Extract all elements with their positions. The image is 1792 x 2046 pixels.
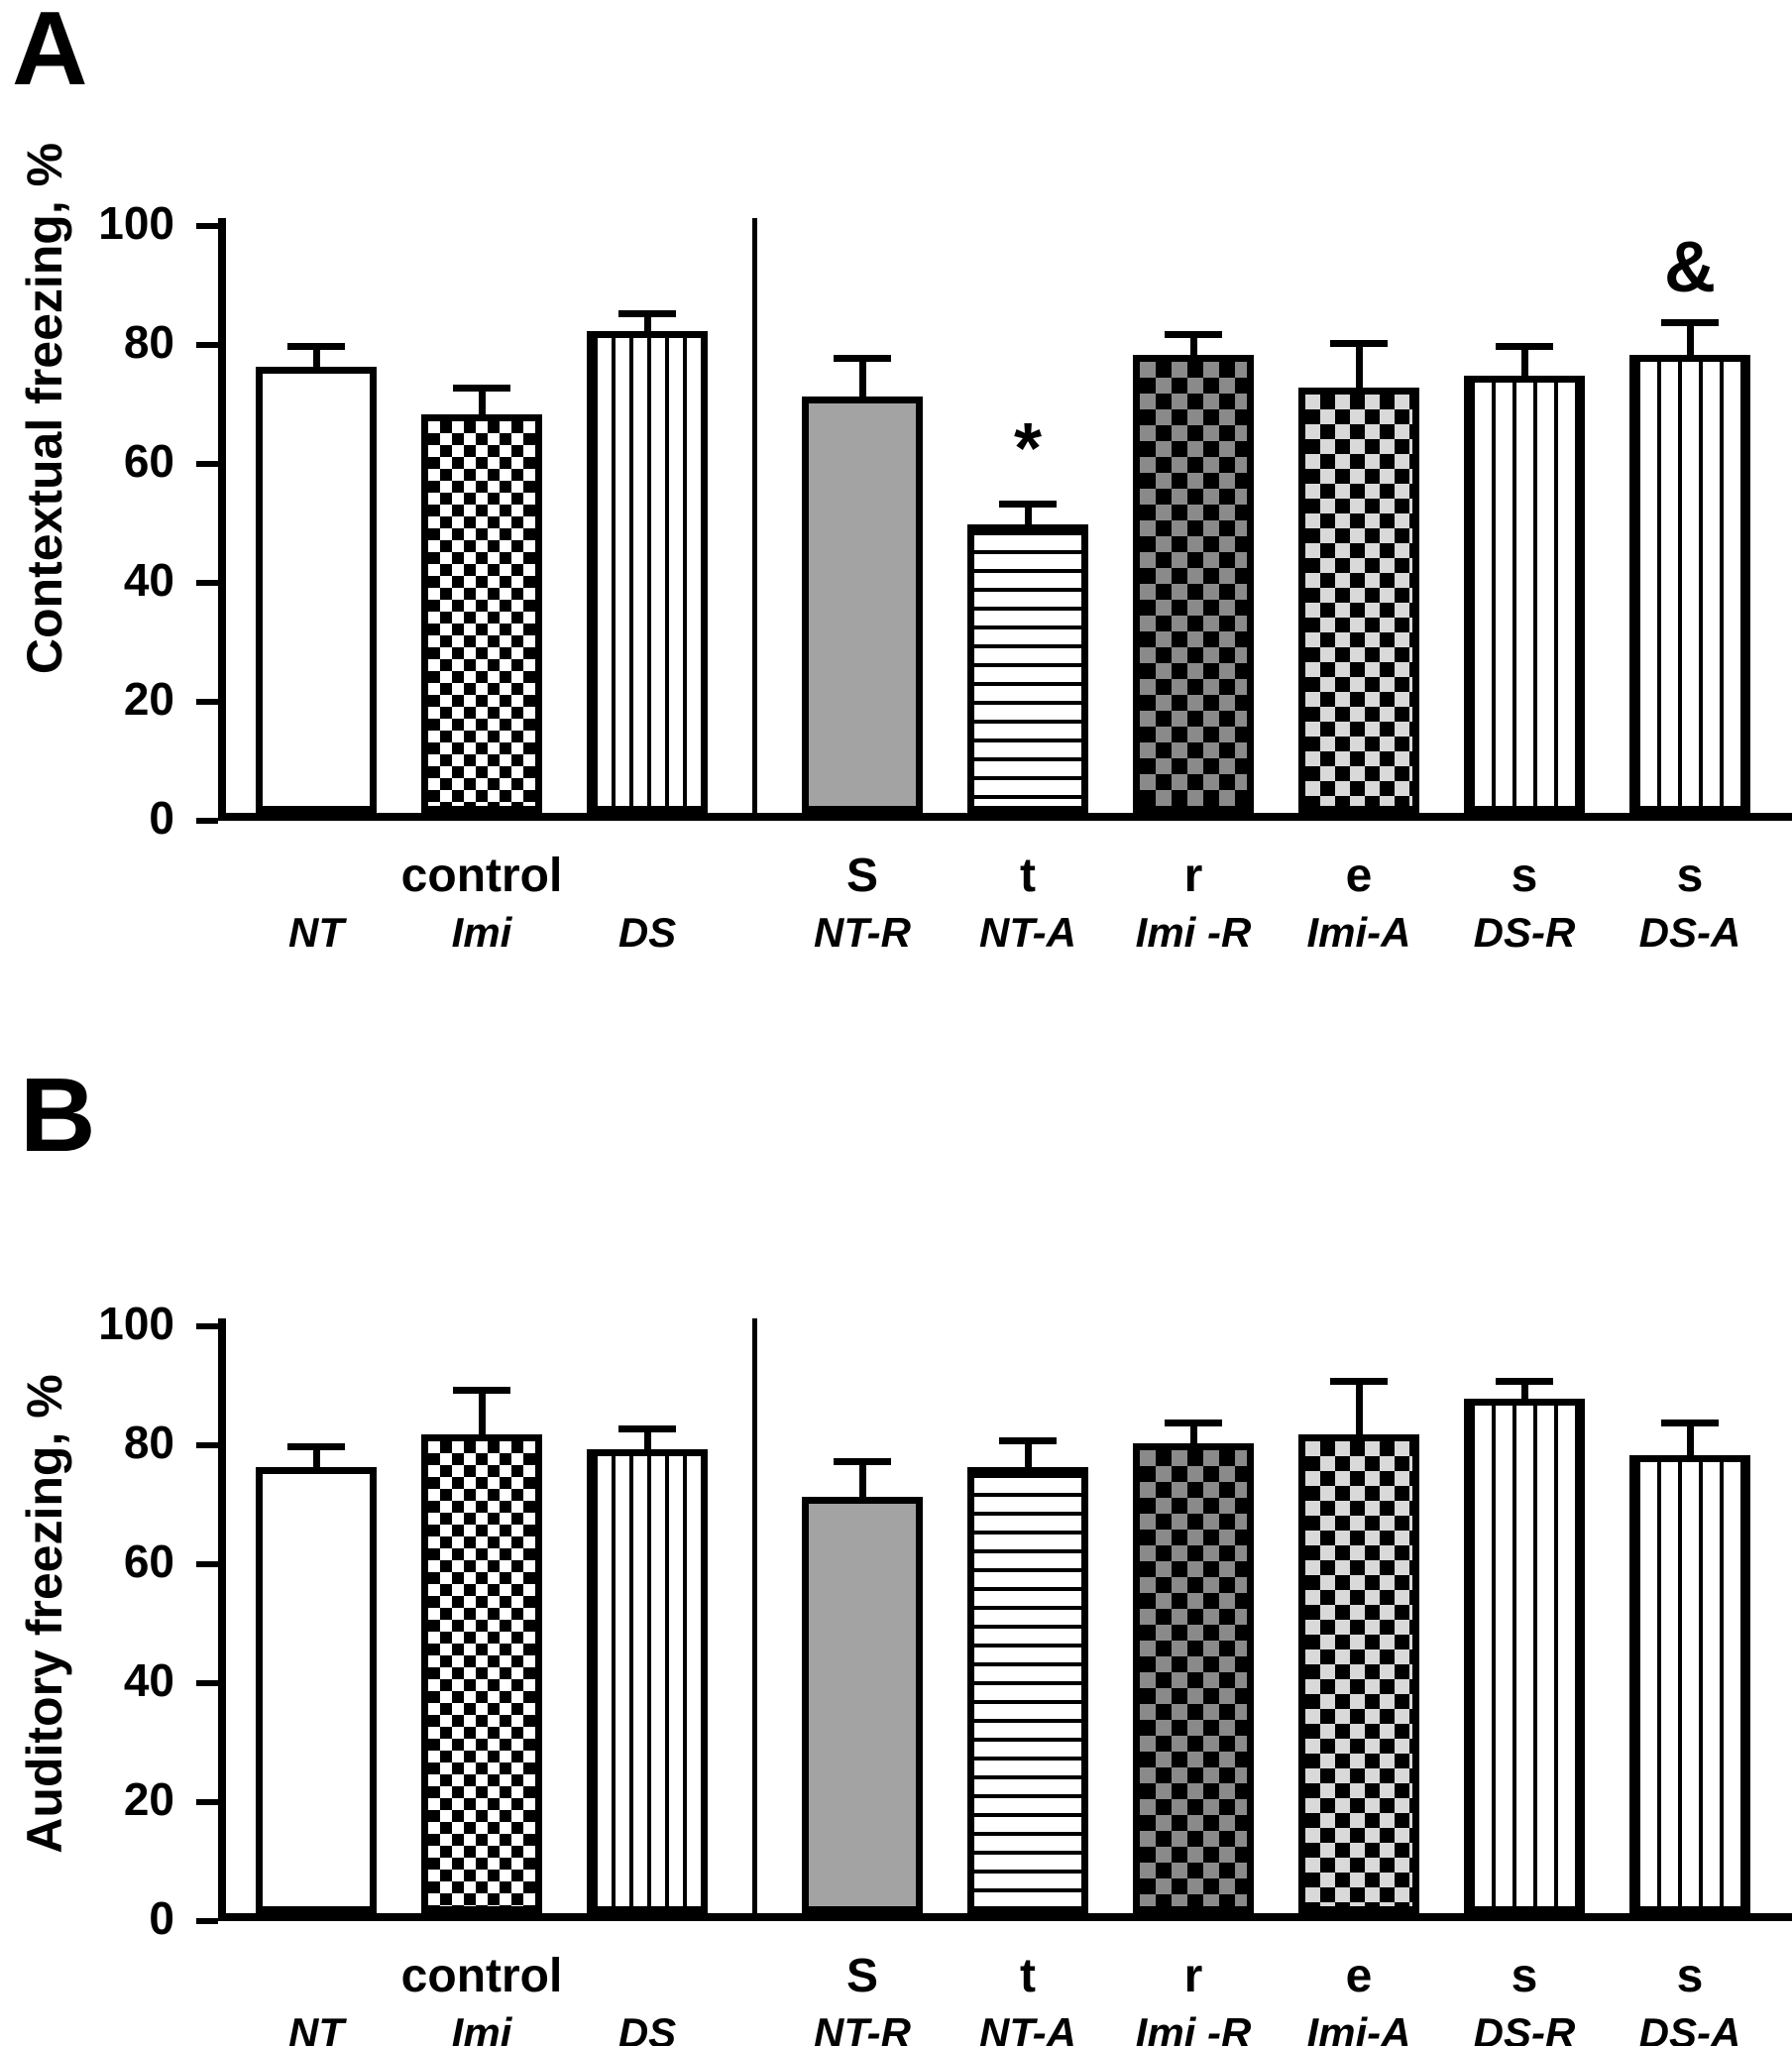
chart-b [40, 1298, 1792, 2046]
group-separator-line [752, 1318, 757, 1913]
y-tick-mark [196, 1561, 218, 1567]
group-separator-line [752, 218, 757, 813]
error-bar-stem [1356, 1378, 1363, 1442]
y-tick-mark [196, 461, 218, 467]
group-label: s [1676, 1950, 1704, 2002]
y-tick-label: 20 [123, 1773, 174, 1825]
bar-group-DS-A [1629, 218, 1750, 956]
y-tick-label: 40 [123, 554, 174, 606]
bar-group-Imi-A [1298, 1318, 1419, 2046]
bar-Imi-A [1298, 1434, 1419, 1913]
bar-group-NT [256, 218, 377, 956]
bar-DS-A [1629, 1455, 1750, 1913]
y-tick-label: 100 [98, 197, 174, 249]
bar-group-DS [587, 1318, 708, 2046]
group-label: S [845, 850, 879, 902]
y-tick-mark [196, 342, 218, 348]
group-label: control [400, 850, 563, 902]
y-tick-mark [196, 223, 218, 229]
y-tick-label: 80 [123, 316, 174, 368]
bar-Imi-A [1298, 388, 1419, 813]
bar-label: Imi -R [1135, 909, 1252, 956]
bar-group-DS-R [1464, 218, 1585, 956]
bar-DS-R [1464, 1399, 1585, 1913]
group-label: s [1511, 850, 1538, 902]
significance-marker: * [1013, 409, 1043, 490]
bar-label: NT [288, 909, 344, 956]
error-bar [1330, 1378, 1388, 1434]
error-bar [618, 1425, 676, 1449]
y-tick-mark [196, 1680, 218, 1686]
bar-label: Imi [451, 2009, 512, 2046]
bar-label: NT-A [979, 909, 1076, 956]
bar-label: DS-A [1638, 909, 1741, 956]
group-label: e [1345, 1950, 1373, 2002]
bar-label: NT-R [814, 2009, 911, 2046]
group-label: s [1511, 1950, 1538, 2002]
bar-label: DS-A [1638, 2009, 1741, 2046]
y-tick-mark [196, 580, 218, 586]
bar-group-Imi [400, 1318, 563, 2046]
significance-marker: & [1664, 228, 1716, 308]
bar-NT-A [967, 524, 1088, 813]
plot-area-b [218, 1318, 1792, 2046]
error-bar [834, 1458, 891, 1497]
bar-Imi [421, 1434, 542, 1913]
error-bar [287, 343, 345, 367]
y-tick-mark [196, 818, 218, 824]
bar-label: DS-R [1473, 909, 1576, 956]
bar-NT-R [802, 397, 923, 813]
error-bar [999, 501, 1057, 524]
y-tick-label: 60 [123, 435, 174, 487]
bar-DS [587, 1449, 708, 1913]
bar-NT-A [967, 1467, 1088, 1913]
error-bar [1496, 1378, 1553, 1399]
bar-group-NT [256, 1318, 377, 2046]
bar-Imi-R [1133, 355, 1254, 813]
bar-DS-A [1629, 355, 1750, 813]
bar-label: NT-R [814, 909, 911, 956]
bar-group-DS-R [1464, 1318, 1585, 2046]
bar-group-Imi [400, 218, 563, 956]
bar-label: DS [617, 909, 677, 956]
error-bar [618, 310, 676, 331]
y-tick-label: 40 [123, 1654, 174, 1706]
y-tick-label: 0 [149, 1892, 174, 1944]
bar-group-NT-R [802, 218, 923, 956]
bar-NT [256, 367, 377, 813]
error-bar [287, 1443, 345, 1467]
bar-Imi-R [1133, 1443, 1254, 1913]
error-bar [1330, 340, 1388, 388]
bar-group-NT-R [802, 1318, 923, 2046]
panel-b-letter: B [20, 1057, 98, 1174]
error-bar [1165, 1420, 1222, 1443]
error-bar [1496, 343, 1553, 376]
bar-group-DS [587, 218, 708, 956]
bar-group-DS-A [1629, 1318, 1750, 2046]
plot-area-a [218, 218, 1792, 956]
bar-label: NT-A [979, 2009, 1076, 2046]
y-axis-title-auditory: Auditory freezing, % [17, 1374, 72, 1854]
bar-label: Imi [451, 909, 512, 956]
y-tick-label: 80 [123, 1417, 174, 1468]
error-bar [453, 1387, 510, 1434]
group-label: t [1020, 850, 1036, 902]
bar-label: Imi -R [1135, 2009, 1252, 2046]
bar-group-Imi-R [1133, 218, 1254, 956]
y-axis-b [40, 1298, 218, 1944]
error-bar [1661, 319, 1719, 355]
y-tick-label: 60 [123, 1535, 174, 1587]
bar-label: Imi-A [1306, 2009, 1411, 2046]
y-tick-mark [196, 1799, 218, 1805]
bar-DS [587, 331, 708, 813]
y-axis-title-contextual: Contextual freezing, % [17, 142, 72, 675]
bar-group-NT-A [967, 218, 1088, 956]
group-label: e [1345, 850, 1373, 902]
error-bar [1165, 331, 1222, 355]
bar-group-Imi-A [1298, 218, 1419, 956]
group-label: t [1020, 1950, 1036, 2002]
error-bar [834, 355, 891, 397]
y-tick-mark [196, 1918, 218, 1924]
y-tick-mark [196, 699, 218, 705]
group-label: control [400, 1950, 563, 2002]
group-label: S [845, 1950, 879, 2002]
bar-Imi [421, 414, 542, 813]
bar-group-NT-A [967, 1318, 1088, 2046]
bar-DS-R [1464, 376, 1585, 813]
bar-NT [256, 1467, 377, 1913]
y-tick-label: 20 [123, 673, 174, 725]
bar-group-Imi-R [1133, 1318, 1254, 2046]
y-tick-mark [196, 1323, 218, 1329]
bar-NT-R [802, 1497, 923, 1913]
y-tick-label: 100 [98, 1298, 174, 1349]
y-tick-mark [196, 1442, 218, 1448]
bar-label: DS-R [1473, 2009, 1576, 2046]
bar-label: NT [288, 2009, 344, 2046]
error-bar [453, 385, 510, 414]
group-label: r [1183, 1950, 1203, 2002]
error-bar [1661, 1420, 1719, 1455]
group-label: s [1676, 850, 1704, 902]
error-bar [999, 1437, 1057, 1467]
panel-a-letter: A [12, 0, 90, 107]
bar-label: Imi-A [1306, 909, 1411, 956]
group-label: r [1183, 850, 1203, 902]
y-tick-label: 0 [149, 792, 174, 844]
bar-label: DS [617, 2009, 677, 2046]
